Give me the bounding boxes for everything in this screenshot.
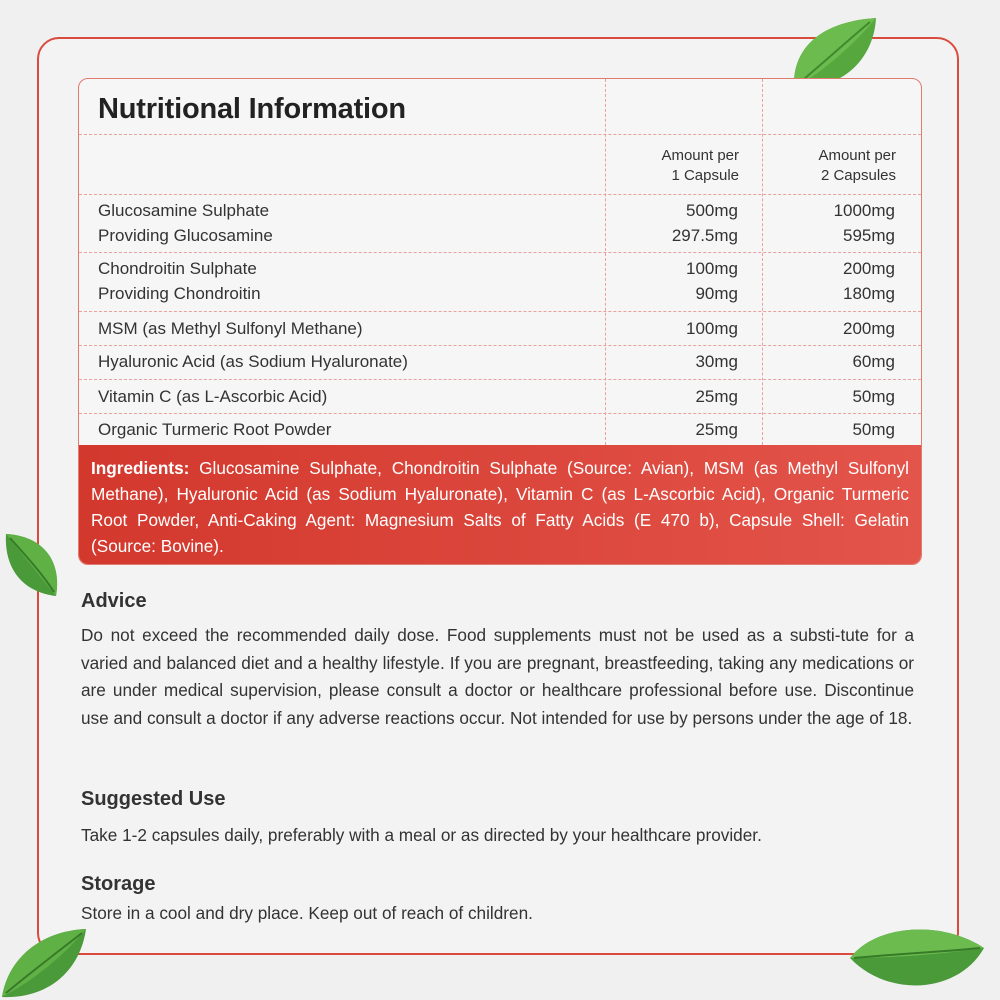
- ingredients-label: Ingredients:: [91, 458, 190, 478]
- nutrient-name: Providing Chondroitin: [98, 284, 261, 303]
- column-header-line: 1 Capsule: [671, 167, 739, 184]
- amount-2-capsules: 50mg: [852, 420, 895, 439]
- amount-1-capsule: 90mg: [695, 284, 738, 303]
- nutrient-name: Providing Glucosamine: [98, 226, 273, 245]
- row-divider: [79, 379, 921, 380]
- nutrient-name: MSM (as Methyl Sulfonyl Methane): [98, 319, 363, 338]
- table-title: Nutritional Information: [98, 93, 406, 125]
- row-divider: [79, 311, 921, 312]
- row-divider: [79, 413, 921, 414]
- amount-2-capsules: 50mg: [852, 387, 895, 406]
- column-header-line: Amount per: [661, 147, 739, 164]
- amount-1-capsule: 100mg: [686, 319, 738, 338]
- column-header-1-capsule: [661, 146, 739, 186]
- row-divider: [79, 194, 921, 195]
- ingredients-box: [79, 445, 921, 565]
- amount-2-capsules: 60mg: [852, 352, 895, 371]
- column-header-2-capsules: [818, 146, 896, 186]
- amount-2-capsules: 595mg: [843, 226, 895, 245]
- nutrient-name: Organic Turmeric Root Powder: [98, 420, 332, 439]
- amount-1-capsule: 297.5mg: [671, 226, 738, 245]
- nutrition-table: [78, 78, 922, 565]
- amount-1-capsule: 25mg: [695, 420, 738, 439]
- leaf-icon: [846, 918, 986, 1000]
- advice-title: Advice: [81, 590, 147, 612]
- nutrient-name: Glucosamine Sulphate: [98, 201, 270, 220]
- amount-2-capsules: 200mg: [843, 259, 895, 278]
- amount-2-capsules: 1000mg: [833, 201, 895, 220]
- suggested-use-title: Suggested Use: [81, 788, 226, 810]
- advice-text: Do not exceed the recommended daily dose. Food supplements must not be used as a substi-tute for a varied and balanced diet and a healthy lifestyle. If you are pregnant, breastfeeding, taking any medications or are under medical supervision, please consult a doctor or healthcare professional before use. Discontinue use and consult a doctor if any adverse reactions occur. Not intended for use by persons under the age of 18.: [81, 625, 914, 728]
- row-divider: [79, 134, 921, 135]
- amount-1-capsule: 500mg: [686, 201, 738, 220]
- ingredients-text: Glucosamine Sulphate, Chondroitin Sulphate (Source: Avian), MSM (as Methyl Sulfonyl Methane), Hyaluronic Acid (as Sodium Hyaluronate), Vitamin C (as L-Ascorbic Acid), Organic Turmeric Root Powder, Anti-Caking Agent: Magnesium Salts of Fatty Acids (E 470 b), Capsule Shell: Gelatin (Source: Bovine).: [91, 458, 909, 556]
- amount-1-capsule: 100mg: [686, 259, 738, 278]
- amount-1-capsule: 30mg: [695, 352, 738, 371]
- amount-2-capsules: 200mg: [843, 319, 895, 338]
- leaf-icon: [0, 528, 64, 600]
- row-divider: [79, 345, 921, 346]
- nutrient-name: Hyaluronic Acid (as Sodium Hyaluronate): [98, 352, 408, 371]
- amount-2-capsules: 180mg: [843, 284, 895, 303]
- leaf-icon: [0, 915, 90, 1000]
- storage-title: Storage: [81, 873, 156, 895]
- row-divider: [79, 252, 921, 253]
- column-header-line: Amount per: [818, 147, 896, 164]
- suggested-use-text: Take 1-2 capsules daily, preferably with a meal or as directed by your healthcare provider.: [81, 825, 762, 845]
- column-header-line: 2 Capsules: [820, 167, 896, 184]
- nutrient-name: Chondroitin Sulphate: [98, 259, 257, 278]
- storage-text: Store in a cool and dry place. Keep out of reach of children.: [81, 903, 533, 923]
- nutrient-name: Vitamin C (as L-Ascorbic Acid): [98, 387, 328, 406]
- amount-1-capsule: 25mg: [695, 387, 738, 406]
